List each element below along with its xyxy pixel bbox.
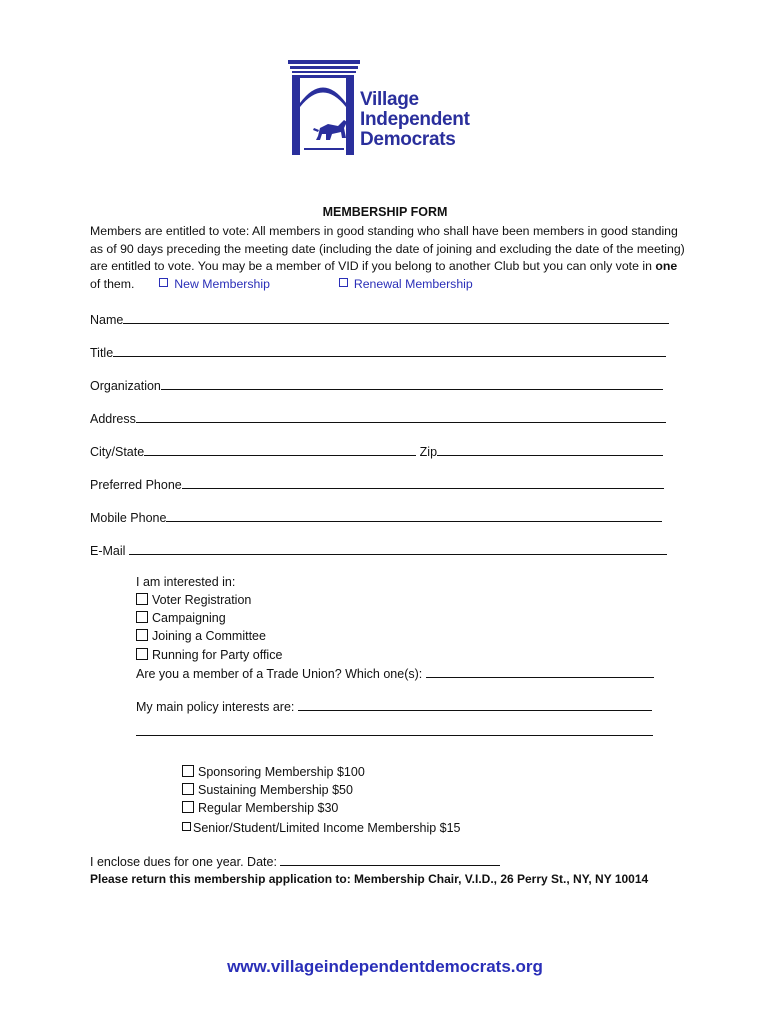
level-sustaining[interactable]: Sustaining Membership $50	[182, 782, 353, 799]
form-title: MEMBERSHIP FORM	[322, 205, 448, 219]
checkbox-icon[interactable]	[182, 783, 194, 795]
title-line[interactable]	[113, 344, 666, 357]
dues-date-field[interactable]: I enclose dues for one year. Date:	[90, 853, 500, 871]
checkbox-icon[interactable]	[136, 629, 148, 641]
zip-line[interactable]	[437, 443, 663, 456]
checkbox-icon[interactable]	[136, 593, 148, 605]
interests-heading: I am interested in:	[136, 575, 236, 589]
interest-joining-committee[interactable]: Joining a Committee	[136, 628, 266, 645]
level-sponsoring[interactable]: Sponsoring Membership $100	[182, 764, 365, 781]
preferred-phone-field[interactable]: Preferred Phone	[90, 476, 664, 494]
policy-line-1[interactable]	[298, 698, 652, 711]
return-instructions: Please return this membership application to: Membership Chair, V.I.D., 26 Perry St., NY, NY 10014	[90, 872, 649, 886]
interest-campaigning[interactable]: Campaigning	[136, 610, 226, 627]
city-state-line[interactable]	[144, 443, 416, 456]
interest-running-for-office[interactable]: Running for Party office	[136, 647, 282, 664]
renewal-membership-option[interactable]: Renewal Membership	[339, 277, 473, 291]
checkbox-icon[interactable]	[136, 611, 148, 623]
checkbox-icon	[159, 278, 168, 287]
city-state-field[interactable]: City/State Zip	[90, 443, 663, 461]
website-link[interactable]: www.villageindependentdemocrats.org	[227, 957, 543, 976]
checkbox-icon[interactable]	[136, 648, 148, 660]
vid-wordmark: Village Independent Democrats	[360, 89, 470, 150]
address-line[interactable]	[136, 410, 666, 423]
level-senior-student[interactable]: Senior/Student/Limited Income Membership $15	[182, 820, 461, 837]
email-line[interactable]	[129, 542, 667, 555]
organization-field[interactable]: Organization	[90, 377, 663, 395]
policy-interests-field[interactable]: My main policy interests are:	[136, 698, 652, 716]
interest-voter-registration[interactable]: Voter Registration	[136, 592, 251, 609]
organization-line[interactable]	[161, 377, 663, 390]
mobile-phone-line[interactable]	[166, 509, 662, 522]
dues-date-line[interactable]	[280, 853, 500, 866]
checkbox-icon[interactable]	[182, 822, 191, 831]
title-field[interactable]: Title	[90, 344, 666, 362]
trade-union-line[interactable]	[426, 665, 654, 678]
new-membership-option[interactable]: New Membership	[159, 277, 270, 291]
checkbox-icon	[339, 278, 348, 287]
checkbox-icon[interactable]	[182, 765, 194, 777]
name-field[interactable]: Name	[90, 311, 669, 329]
mobile-phone-field[interactable]: Mobile Phone	[90, 509, 662, 527]
intro-paragraph: Members are entitled to vote: All members in good standing who shall have been members in good standing as of 90 days preceding the meeting date (including the date of joining and excluding the date of the meeting) are entitled to vote. You may be a member of VID if you belong to another Club but you can only vote in one of them. New Membership Renewal Membership	[90, 224, 685, 291]
address-field[interactable]: Address	[90, 410, 666, 428]
policy-line-2[interactable]	[136, 735, 653, 736]
trade-union-field[interactable]: Are you a member of a Trade Union? Which one(s):	[136, 665, 654, 683]
email-field[interactable]: E-Mail	[90, 542, 667, 560]
name-line[interactable]	[123, 311, 669, 324]
level-regular[interactable]: Regular Membership $30	[182, 800, 338, 817]
preferred-phone-line[interactable]	[182, 476, 664, 489]
checkbox-icon[interactable]	[182, 801, 194, 813]
